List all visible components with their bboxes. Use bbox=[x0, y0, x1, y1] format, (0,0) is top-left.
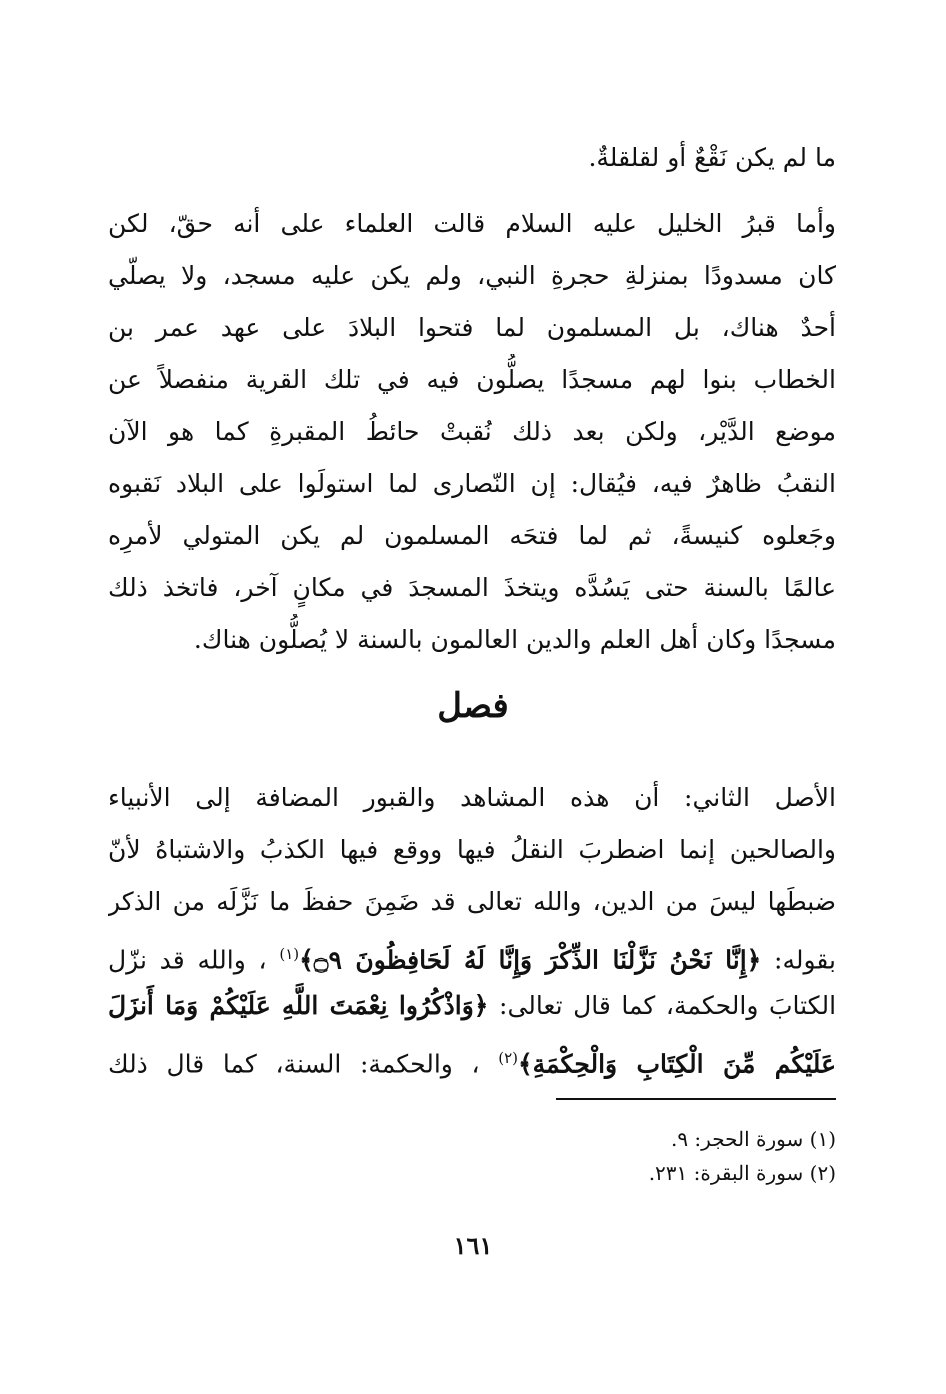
text-run: الكتابَ والحكمة، كما قال تعالى: bbox=[499, 991, 836, 1020]
quran-verse: ﴿وَاذْكُرُوا نِعْمَتَ اللَّهِ عَلَيْكُمْ وَمَا أَنزَلَ bbox=[108, 991, 489, 1020]
paragraph-2 bbox=[108, 198, 836, 666]
paragraph-line: موضع الدَّيْر، ولكن بعد ذلك نُقبتْ حائطُ المقبرةِ كما هو الآن bbox=[108, 417, 836, 446]
paragraph-line: الأصل الثاني: أن هذه المشاهد والقبور المضافة إلى الأنبياء bbox=[108, 783, 836, 812]
paragraph-line: الخطاب بنوا لهم مسجدًا يصلُّون فيه في تلك القرية منفصلاً عن bbox=[108, 365, 836, 394]
paragraph-line: كان مسدودًا بمنزلةِ حجرةِ النبي، ولم يكن عليه مسجد، ولا يصلّي bbox=[108, 261, 836, 290]
footnote-reference[interactable]: (٢) bbox=[498, 1049, 519, 1067]
quran-verse: ﴿إِنَّا نَحْنُ نَزَّلْنَا الذِّكْرَ وَإِنَّا لَهُ لَحَافِظُونَ ۝٩﴾ bbox=[299, 945, 762, 975]
paragraph-line: وجَعلوه كنيسةً، ثم لما فتحَه المسلمون لم يكن المتولي لأمرِه bbox=[108, 521, 836, 550]
paragraph-line: ضبطَها ليسَ من الدين، والله تعالى قد ضَمِنَ حفظَ ما نَزَّلَه من الذكر bbox=[108, 887, 836, 916]
paragraph-1 bbox=[108, 132, 836, 184]
text-run: ، والحكمة: السنة، كما قال ذلك bbox=[108, 1049, 480, 1079]
paragraph-line bbox=[108, 928, 836, 980]
footnotes bbox=[108, 1122, 836, 1190]
paragraph-line: والصالحين إنما اضطربَ النقلُ فيها ووقع فيها الكذبُ والاشتباهُ لأنّ bbox=[108, 835, 836, 864]
footnote-reference[interactable]: (١) bbox=[279, 945, 300, 963]
text-run: ، والله قد نزّل bbox=[108, 945, 267, 975]
paragraph-line bbox=[108, 980, 836, 1032]
quran-verse: عَلَيْكُم مِّنَ الْكِتَابِ وَالْحِكْمَةِ﴾ bbox=[518, 1049, 836, 1079]
footnote-divider bbox=[556, 1098, 836, 1100]
paragraph-line: النقبُ ظاهرٌ فيه، فيُقال: إن النّصارى لما استولَوا على البلاد نَقبوه bbox=[108, 469, 836, 498]
page-number: ١٦١ bbox=[453, 1231, 493, 1260]
section-heading: فصل bbox=[437, 686, 509, 726]
paragraph-line: أحدٌ هناك، بل المسلمون لما فتحوا البلادَ على عهد عمر بن bbox=[108, 313, 836, 342]
paragraph-line bbox=[108, 1032, 836, 1084]
paragraph-3 bbox=[108, 772, 836, 1084]
paragraph-line: عالمًا بالسنة حتى يَسُدَّه ويتخذَ المسجدَ في مكانٍ آخر، فاتخذ ذلك bbox=[108, 573, 836, 602]
paragraph-line: وأما قبرُ الخليل عليه السلام قالت العلماء على أنه حقّ، لكن bbox=[108, 209, 836, 238]
paragraph-line: مسجدًا وكان أهل العلم والدين العالمون بالسنة لا يُصلُّون هناك. bbox=[193, 625, 836, 654]
text-run: بقوله: bbox=[774, 945, 836, 975]
footnote-item: (٢) سورة البقرة: ٢٣١. bbox=[648, 1161, 836, 1185]
footnote-item: (١) سورة الحجر: ٩. bbox=[670, 1127, 836, 1151]
paragraph-line: ما لم يكن نَقْعٌ أو لقلقلةٌ. bbox=[588, 143, 836, 172]
